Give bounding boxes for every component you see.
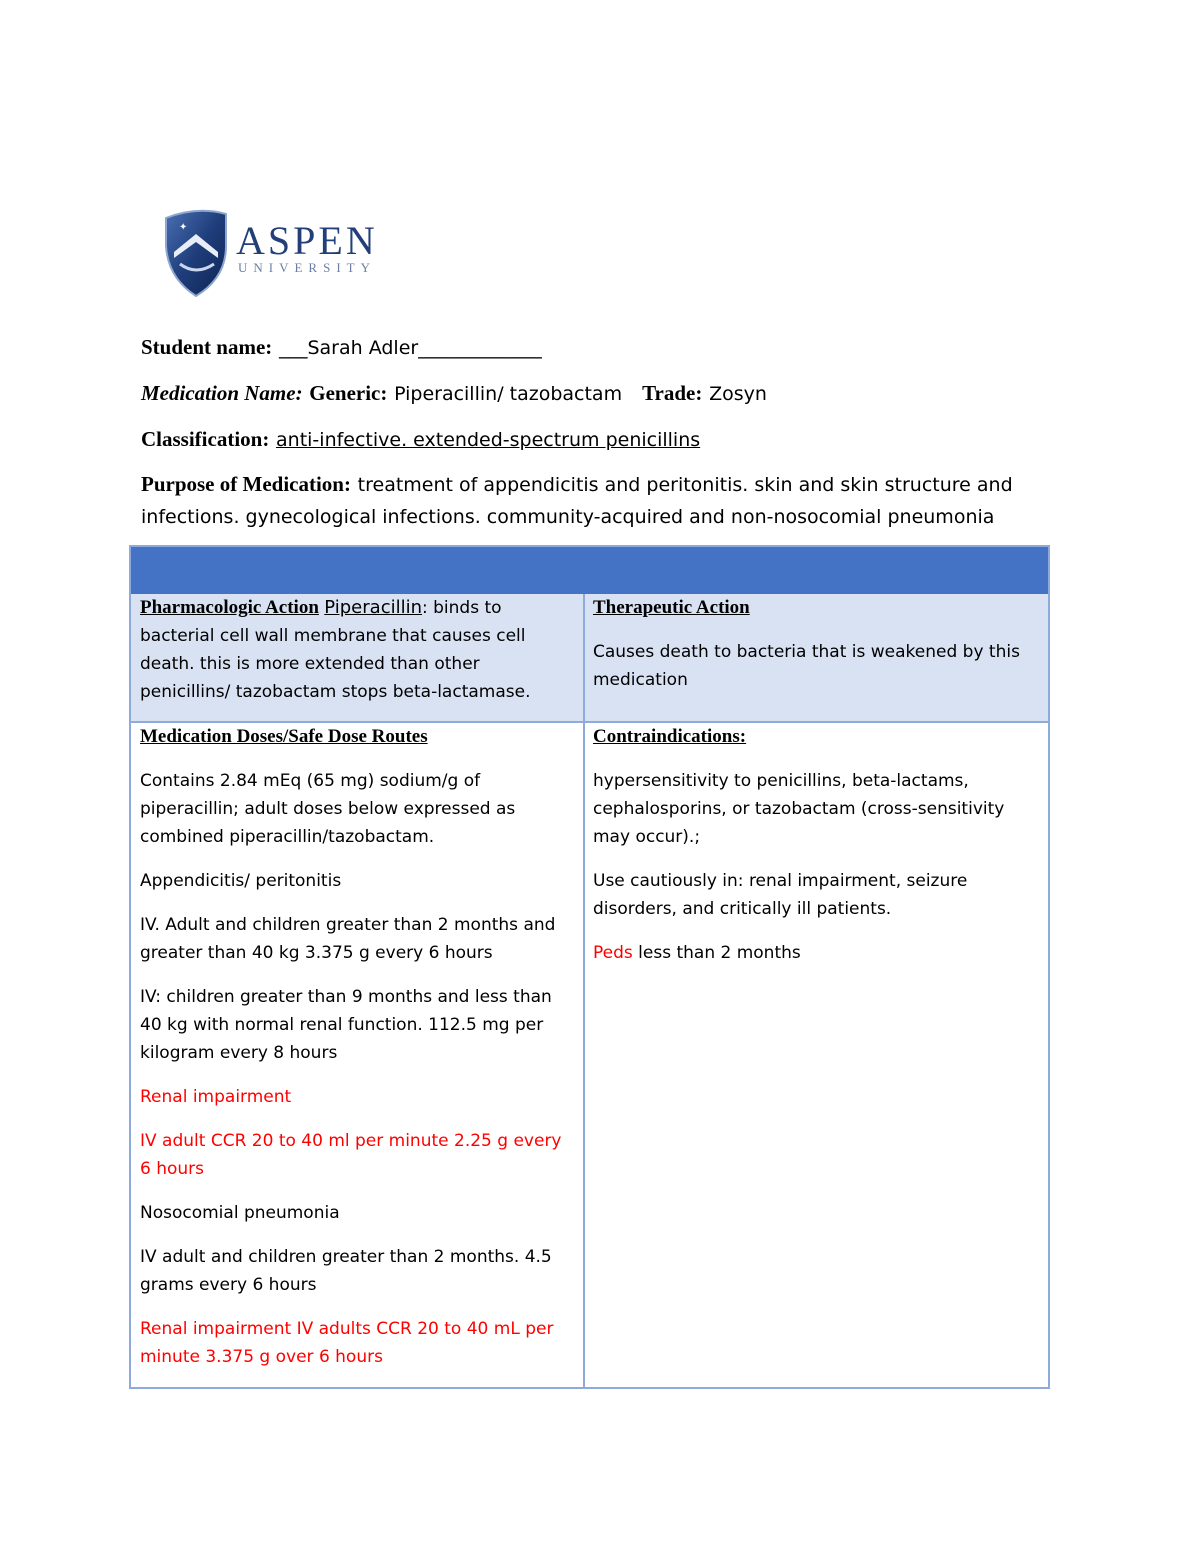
medication-name-line xyxy=(141,378,767,410)
medication-table xyxy=(129,545,1050,1389)
therapeutic-action-cell xyxy=(593,594,1033,710)
aspen-university-logo xyxy=(162,206,412,298)
student-name-label: Student name: xyxy=(141,335,273,359)
pharmacologic-text: : binds to bacterial cell wall membrane that causes cell death. this is more extended than other penicillins/ tazobactam stops beta-lactamase. xyxy=(140,598,531,702)
doses-paragraph: Appendicitis/ peritonitis xyxy=(140,871,342,891)
doses-paragraph: Contains 2.84 mEq (65 mg) sodium/g of piperacillin; adult doses below expressed as combined piperacillin/tazobactam. xyxy=(140,771,516,847)
trade-value: Zosyn xyxy=(709,383,767,405)
medication-doses-cell xyxy=(140,723,570,1387)
purpose-value: treatment of appendicitis and peritonitis. skin and skin structure and infections. gynecological infections. community-acquired and non-nosocomial pneumonia xyxy=(141,474,1013,528)
svg-text:ASPEN: ASPEN xyxy=(236,218,378,263)
therapeutic-action-heading: Therapeutic Action xyxy=(593,597,750,618)
contraindications-paragraph xyxy=(593,939,1033,967)
doses-paragraph: IV adult and children greater than 2 months. 4.5 grams every 6 hours xyxy=(140,1247,552,1295)
contraindications-heading: Contraindications: xyxy=(593,726,747,747)
classification-label: Classification: xyxy=(141,427,270,451)
contraindications-paragraph: Use cautiously in: renal impairment, seizure disorders, and critically ill patients. xyxy=(593,871,968,919)
medication-doses-heading: Medication Doses/Safe Dose Routes xyxy=(140,726,428,747)
doses-paragraph-red: IV adult CCR 20 to 40 ml per minute 2.25 g every 6 hours xyxy=(140,1131,562,1179)
trade-label: Trade: xyxy=(642,381,703,405)
classification-value: anti-infective. extended-spectrum penicillins xyxy=(276,429,701,451)
table-header-bar xyxy=(131,547,1048,594)
medication-name-label: Medication Name: xyxy=(141,381,303,405)
column-divider xyxy=(583,594,585,1389)
contraindications-paragraph: hypersensitivity to penicillins, beta-lactams, cephalosporins, or tazobactam (cross-sensitivity may occur).; xyxy=(593,771,1005,847)
peds-text: less than 2 months xyxy=(632,943,801,963)
therapeutic-action-text: Causes death to bacteria that is weakened by this medication xyxy=(593,642,1020,690)
purpose-label: Purpose of Medication: xyxy=(141,472,351,496)
student-name-line xyxy=(141,332,542,364)
purpose-line xyxy=(141,469,1041,533)
doses-paragraph: Nosocomial pneumonia xyxy=(140,1203,340,1223)
generic-value: Piperacillin/ tazobactam xyxy=(394,383,623,405)
doses-paragraph: IV. Adult and children greater than 2 months and greater than 40 kg 3.375 g every 6 hours xyxy=(140,915,556,963)
svg-text:UNIVERSITY: UNIVERSITY xyxy=(238,260,376,275)
classification-line xyxy=(141,424,700,456)
peds-label: Peds xyxy=(593,943,633,963)
shield-logo-icon xyxy=(162,206,412,298)
pharmacologic-action-heading: Pharmacologic Action xyxy=(140,597,319,618)
doses-paragraph: IV: children greater than 9 months and less than 40 kg with normal renal function. 112.5 mg per kilogram every 8 hours xyxy=(140,987,552,1063)
doses-paragraph-red: Renal impairment IV adults CCR 20 to 40 mL per minute 3.375 g over 6 hours xyxy=(140,1319,554,1367)
contraindications-cell xyxy=(593,723,1033,983)
generic-label: Generic: xyxy=(309,381,388,405)
doses-paragraph-red: Renal impairment xyxy=(140,1087,292,1107)
student-name-value: ___Sarah Adler_____________ xyxy=(278,337,542,359)
pharmacologic-drug: Piperacillin xyxy=(324,597,422,618)
pharmacologic-action-cell xyxy=(140,594,570,706)
svg-text:✦: ✦ xyxy=(179,222,188,233)
